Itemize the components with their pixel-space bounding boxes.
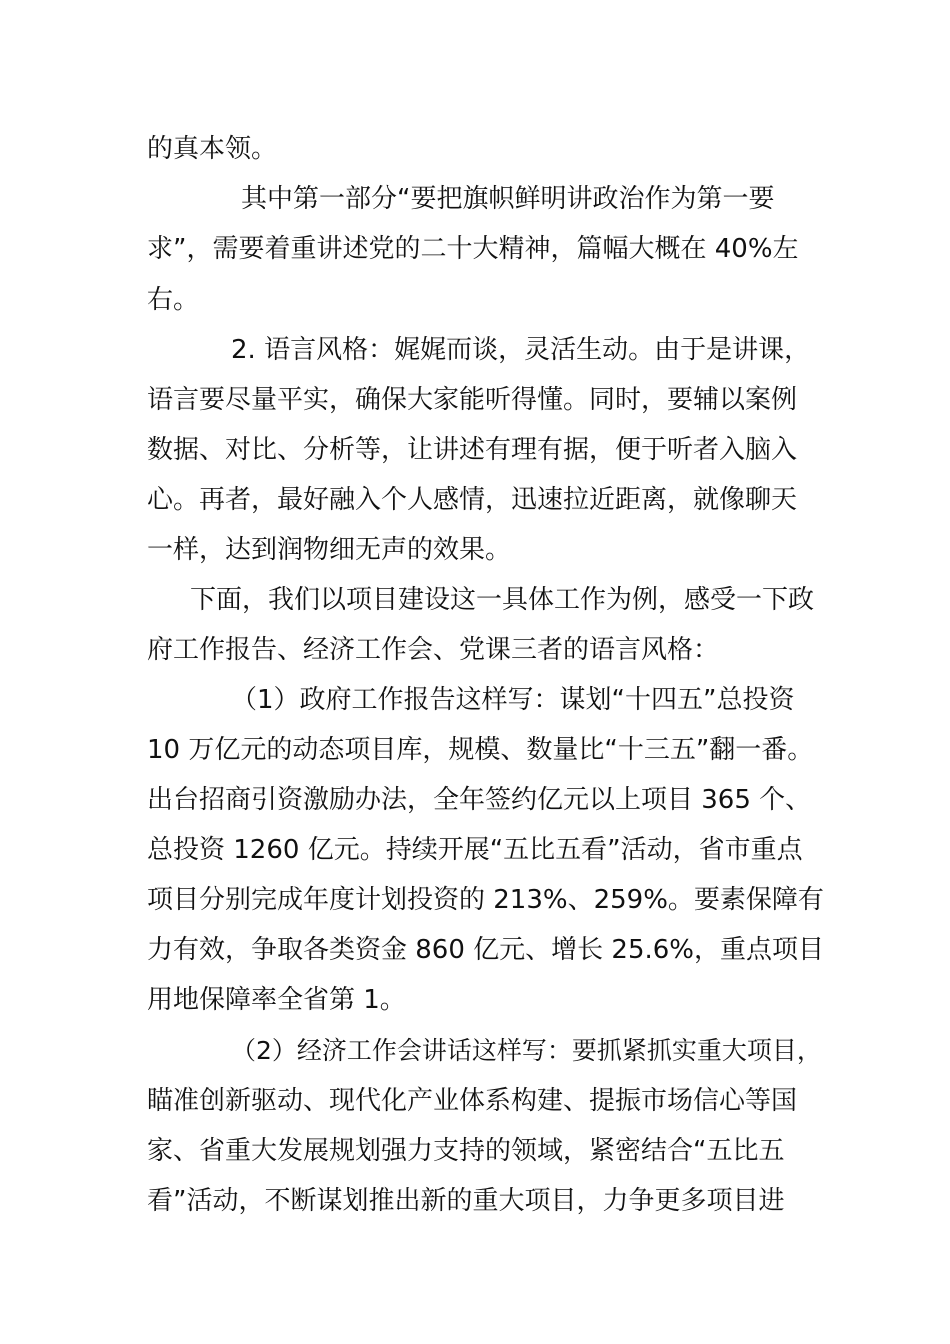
text-line: 的真本领。 [147,134,278,164]
text-line: 数据、对比、分析等，让讲述有理有据，便于听者入脑入 [147,435,798,465]
text-line: （1）政府工作报告这样写：谋划“十四五”总投资 [231,685,795,715]
text-line: 心。再者，最好融入个人感情，迅速拉近距离，就像聊天 [147,485,798,515]
text-line: 右。 [147,285,200,315]
text-line: 语言要尽量平实，确保大家能听得懂。同时，要辅以案例 [147,385,798,415]
text-line: 10 万亿元的动态项目库，规模、数量比“十三五”翻一番。 [147,735,814,765]
text-line: 瞄准创新驱动、现代化产业体系构建、提振市场信心等国 [147,1086,798,1116]
text-line: 总投资 1260 亿元。持续开展“五比五看”活动，省市重点 [147,835,803,865]
text-line: 力有效，争取各类资金 860 亿元、增长 25.6%，重点项目 [147,935,825,965]
text-line: 一样，达到润物细无声的效果。 [147,535,512,565]
text-line: 2. 语言风格：娓娓而谈，灵活生动。由于是讲课， [231,335,811,365]
text-line: 府工作报告、经济工作会、党课三者的语言风格： [147,635,720,665]
text-line: 用地保障率全省第 1。 [147,985,406,1015]
text-line: 下面，我们以项目建设这一具体工作为例，感受一下政 [190,585,815,615]
text-line: 出台招商引资激励办法，全年签约亿元以上项目 365 个、 [147,785,812,815]
text-line: （2）经济工作会讲话这样写：要抓紧抓实重大项目， [231,1036,822,1065]
text-line: 求”，需要着重讲述党的二十大精神，篇幅大概在 40%左 [147,234,799,264]
text-line: 家、省重大发展规划强力支持的领域，紧密结合“五比五 [147,1136,785,1166]
text-line: 看”活动，不断谋划推出新的重大项目，力争更多项目进 [147,1186,785,1216]
text-line: 其中第一部分“要把旗帜鲜明讲政治作为第一要 [241,184,775,214]
text-line: 项目分别完成年度计划投资的 213%、259%。要素保障有 [147,885,824,915]
